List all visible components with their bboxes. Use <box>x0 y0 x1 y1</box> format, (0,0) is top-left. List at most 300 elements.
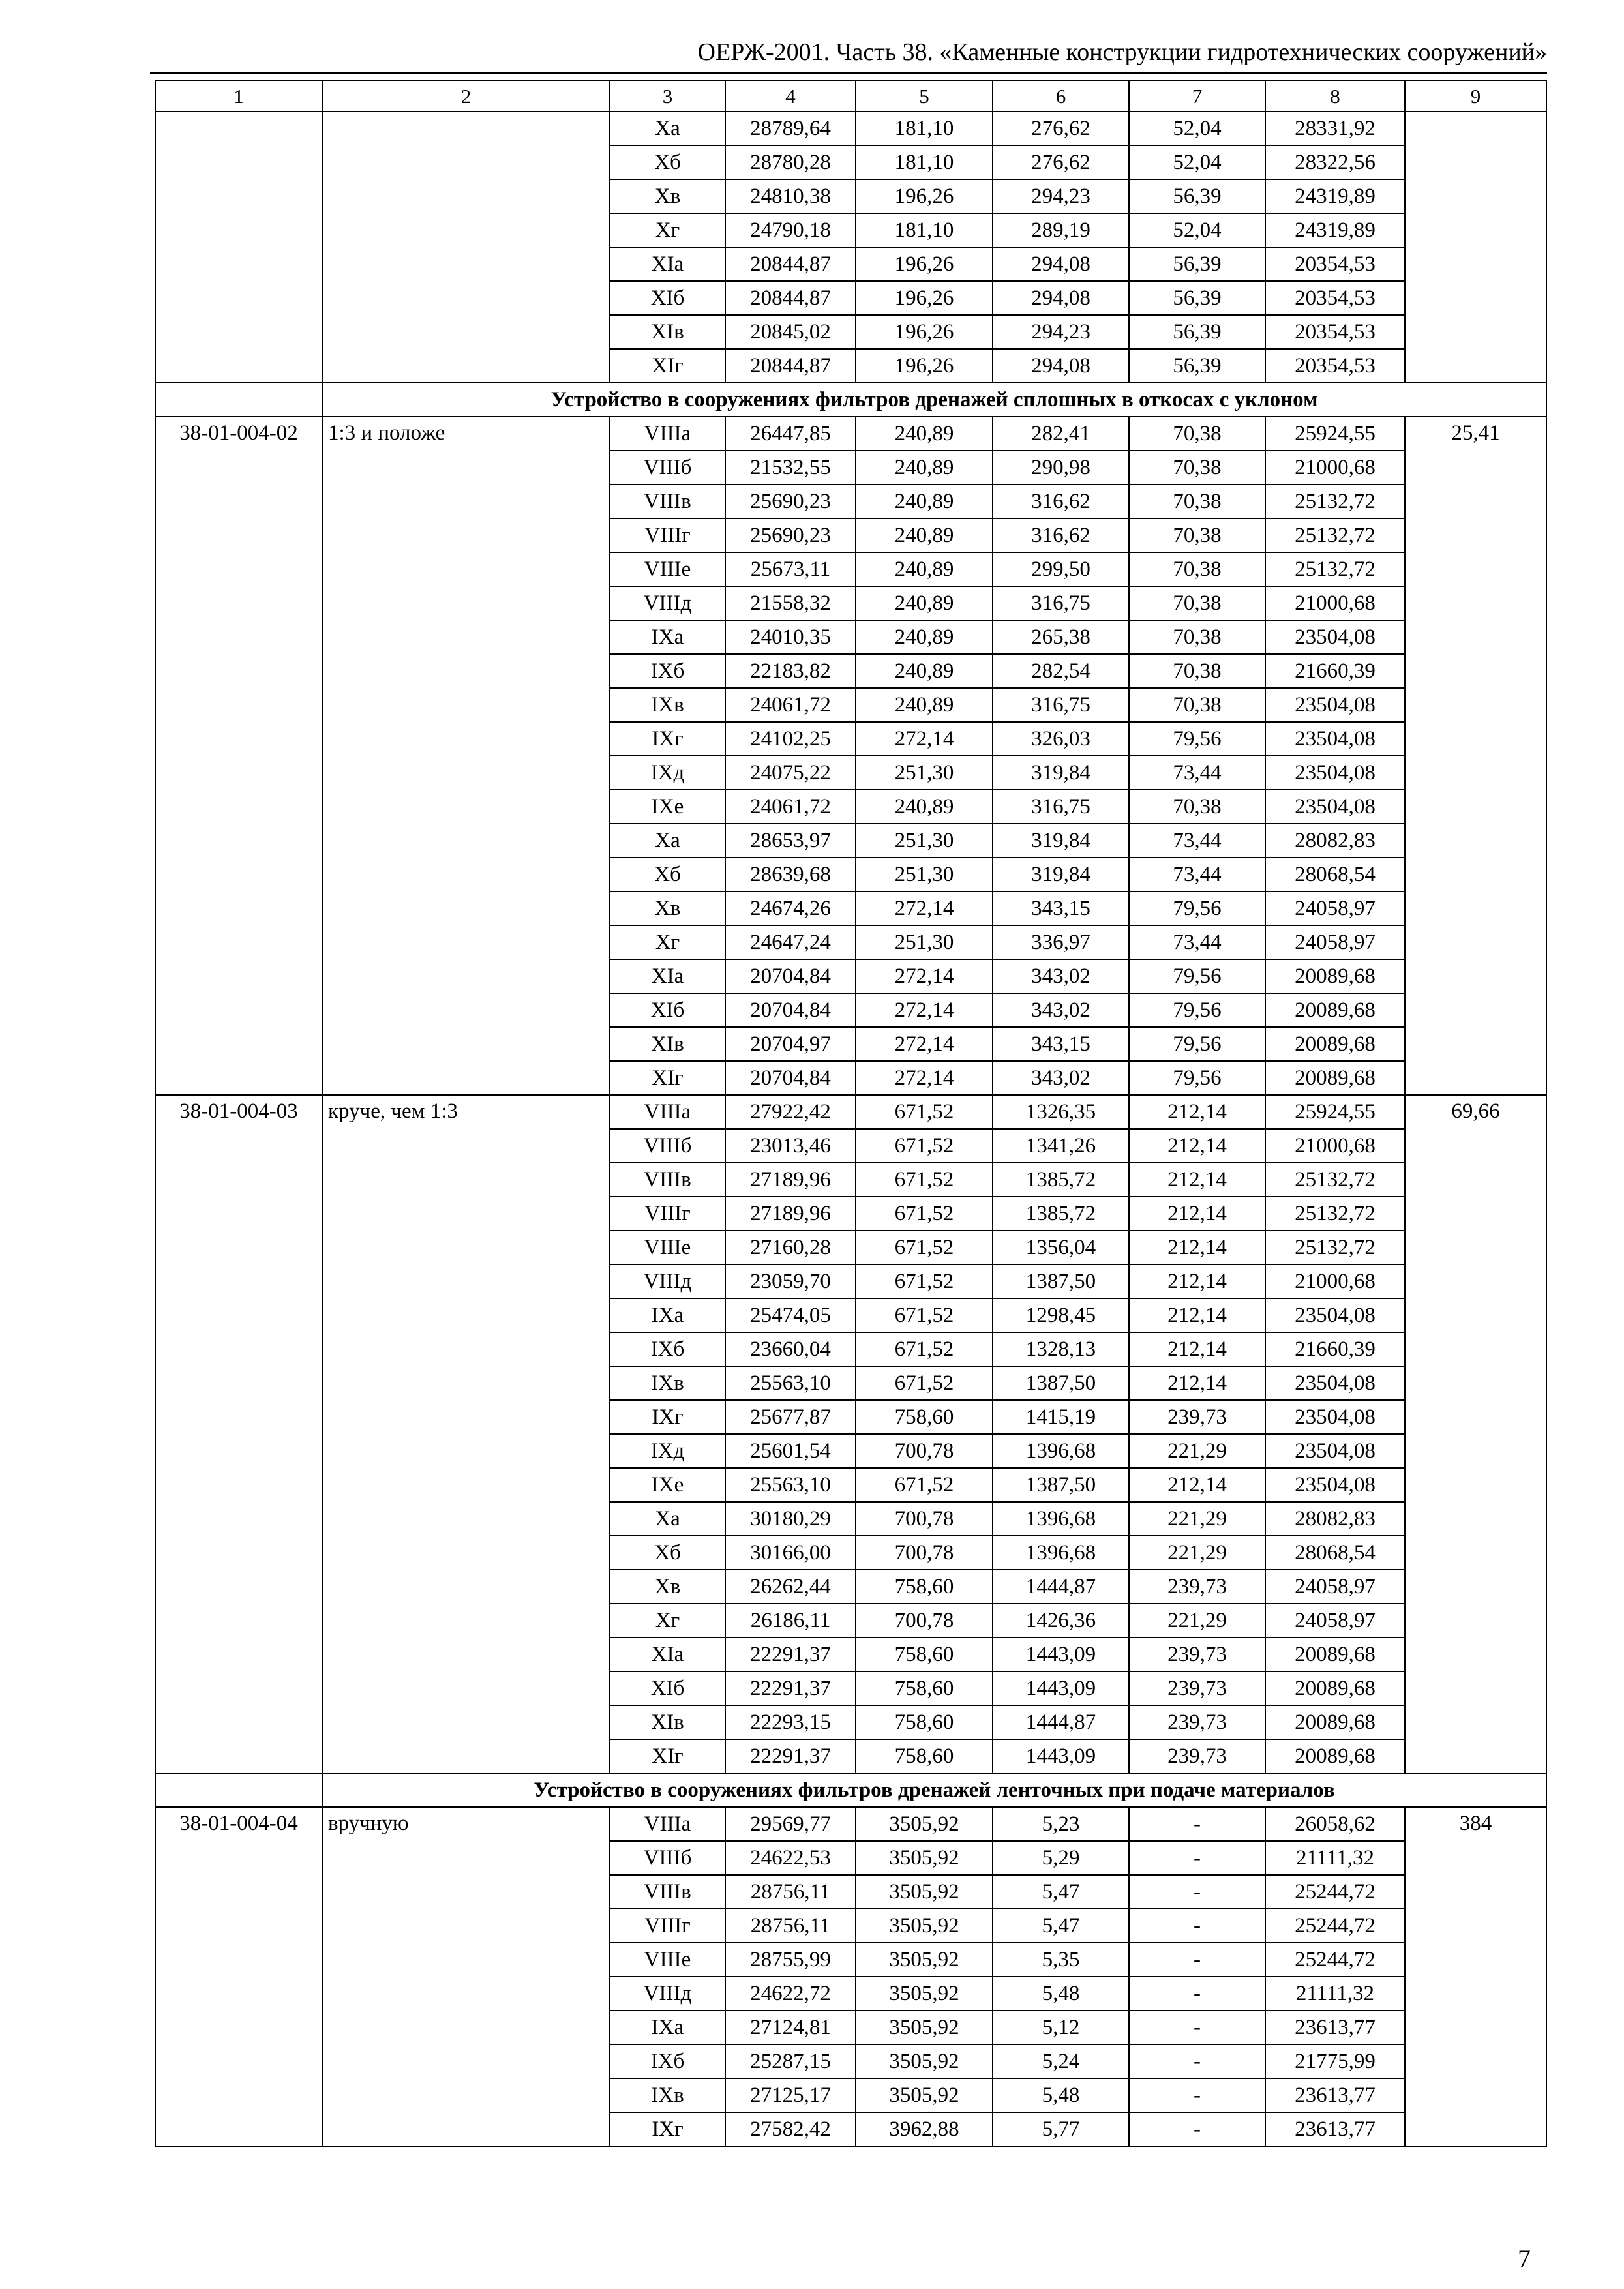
machines-cell: 294,23 <box>993 315 1129 349</box>
region-cell: IXб <box>610 654 725 688</box>
materials-cell: 23504,08 <box>1265 1366 1405 1400</box>
machinist-wages-cell: 239,73 <box>1129 1671 1265 1705</box>
region-cell: IXa <box>610 2011 725 2044</box>
wages-cell: 240,89 <box>856 451 993 485</box>
table-row <box>155 1807 1546 1841</box>
direct-cost-cell: 28780,28 <box>725 145 856 179</box>
machinist-wages-cell: 56,39 <box>1129 179 1265 213</box>
machinist-wages-cell: - <box>1129 2044 1265 2078</box>
direct-cost-cell: 20844,87 <box>725 349 856 383</box>
wages-cell: 196,26 <box>856 247 993 281</box>
region-cell: VIIIд <box>610 1264 725 1298</box>
wages-cell: 671,52 <box>856 1231 993 1264</box>
machinist-wages-cell: 73,44 <box>1129 756 1265 790</box>
machinist-wages-cell: - <box>1129 1875 1265 1909</box>
wages-cell: 196,26 <box>856 281 993 315</box>
materials-cell: 23504,08 <box>1265 1400 1405 1434</box>
machinist-wages-cell: 70,38 <box>1129 620 1265 654</box>
description-cell: вручную <box>322 1807 610 2146</box>
machines-cell: 343,02 <box>993 959 1129 993</box>
materials-cell: 21660,39 <box>1265 1332 1405 1366</box>
column-number-cell: 1 <box>155 80 322 112</box>
machinist-wages-cell: 212,14 <box>1129 1095 1265 1129</box>
region-cell: Xб <box>610 858 725 891</box>
direct-cost-cell: 27124,81 <box>725 2011 856 2044</box>
wages-cell: 251,30 <box>856 858 993 891</box>
machinist-wages-cell: 70,38 <box>1129 586 1265 620</box>
machines-cell: 1415,19 <box>993 1400 1129 1434</box>
region-cell: VIIIб <box>610 1841 725 1875</box>
direct-cost-cell: 26186,11 <box>725 1604 856 1638</box>
materials-cell: 21000,68 <box>1265 586 1405 620</box>
machinist-wages-cell: 73,44 <box>1129 824 1265 858</box>
direct-cost-cell: 28789,64 <box>725 112 856 145</box>
column-number-cell: 9 <box>1405 80 1546 112</box>
wages-cell: 240,89 <box>856 552 993 586</box>
code-cell <box>155 112 322 383</box>
machinist-wages-cell: 239,73 <box>1129 1638 1265 1671</box>
section-empty-cell <box>155 1773 322 1807</box>
machines-cell: 5,12 <box>993 2011 1129 2044</box>
direct-cost-cell: 24010,35 <box>725 620 856 654</box>
wages-cell: 671,52 <box>856 1197 993 1231</box>
machinist-wages-cell: 52,04 <box>1129 112 1265 145</box>
machines-cell: 1396,68 <box>993 1502 1129 1536</box>
wages-cell: 272,14 <box>856 1027 993 1061</box>
machinist-wages-cell: 212,14 <box>1129 1231 1265 1264</box>
wages-cell: 240,89 <box>856 485 993 518</box>
materials-cell: 25244,72 <box>1265 1875 1405 1909</box>
materials-cell: 25132,72 <box>1265 1163 1405 1197</box>
wages-cell: 240,89 <box>856 586 993 620</box>
machinist-wages-cell: 70,38 <box>1129 485 1265 518</box>
direct-cost-cell: 27189,96 <box>725 1197 856 1231</box>
region-cell: Xa <box>610 824 725 858</box>
region-cell: VIIIe <box>610 552 725 586</box>
running-header <box>150 26 1547 74</box>
wages-cell: 671,52 <box>856 1332 993 1366</box>
region-cell: XIг <box>610 1061 725 1095</box>
region-cell: VIIIд <box>610 1977 725 2011</box>
machinist-wages-cell: 212,14 <box>1129 1163 1265 1197</box>
direct-cost-cell: 22291,37 <box>725 1739 856 1773</box>
machinist-wages-cell: 70,38 <box>1129 518 1265 552</box>
machines-cell: 5,47 <box>993 1875 1129 1909</box>
region-cell: XIб <box>610 993 725 1027</box>
region-cell: XIa <box>610 1638 725 1671</box>
machines-cell: 343,15 <box>993 1027 1129 1061</box>
machines-cell: 319,84 <box>993 756 1129 790</box>
materials-cell: 25132,72 <box>1265 485 1405 518</box>
machinist-wages-cell: - <box>1129 2078 1265 2112</box>
machinist-wages-cell: 221,29 <box>1129 1604 1265 1638</box>
machines-cell: 1328,13 <box>993 1332 1129 1366</box>
machines-cell: 1443,09 <box>993 1638 1129 1671</box>
wages-cell: 671,52 <box>856 1163 993 1197</box>
wages-cell: 181,10 <box>856 213 993 247</box>
region-cell: IXд <box>610 756 725 790</box>
machines-cell: 282,41 <box>993 417 1129 451</box>
header-rule <box>150 72 1547 74</box>
machinist-wages-cell: 70,38 <box>1129 552 1265 586</box>
wages-cell: 240,89 <box>856 688 993 722</box>
wages-cell: 3505,92 <box>856 1841 993 1875</box>
materials-cell: 20089,68 <box>1265 1671 1405 1705</box>
machines-cell: 5,24 <box>993 2044 1129 2078</box>
region-cell: XIг <box>610 349 725 383</box>
machines-cell: 336,97 <box>993 925 1129 959</box>
wages-cell: 671,52 <box>856 1095 993 1129</box>
machinist-wages-cell: - <box>1129 1807 1265 1841</box>
machinist-wages-cell: 70,38 <box>1129 790 1265 824</box>
direct-cost-cell: 22293,15 <box>725 1705 856 1739</box>
materials-cell: 23504,08 <box>1265 1468 1405 1502</box>
direct-cost-cell: 26262,44 <box>725 1570 856 1604</box>
region-cell: VIIIд <box>610 586 725 620</box>
direct-cost-cell: 21532,55 <box>725 451 856 485</box>
machinist-wages-cell: 52,04 <box>1129 213 1265 247</box>
page-number: 7 <box>1518 2244 1531 2273</box>
materials-cell: 26058,62 <box>1265 1807 1405 1841</box>
region-cell: VIIIa <box>610 417 725 451</box>
direct-cost-cell: 20704,84 <box>725 993 856 1027</box>
direct-cost-cell: 25690,23 <box>725 518 856 552</box>
machines-cell: 1387,50 <box>993 1468 1129 1502</box>
machines-cell: 294,08 <box>993 281 1129 315</box>
document-title: ОЕРЖ-2001. Часть 38. «Каменные конструкции гидротехнических сооружений» <box>697 38 1547 66</box>
materials-cell: 23504,08 <box>1265 756 1405 790</box>
wages-cell: 758,60 <box>856 1705 993 1739</box>
wages-cell: 3505,92 <box>856 2011 993 2044</box>
description-cell <box>322 112 610 383</box>
wages-cell: 3505,92 <box>856 1977 993 2011</box>
region-cell: XIa <box>610 247 725 281</box>
direct-cost-cell: 20704,97 <box>725 1027 856 1061</box>
direct-cost-cell: 22183,82 <box>725 654 856 688</box>
direct-cost-cell: 24061,72 <box>725 688 856 722</box>
wages-cell: 272,14 <box>856 1061 993 1095</box>
wages-cell: 251,30 <box>856 756 993 790</box>
wages-cell: 3505,92 <box>856 1807 993 1841</box>
machinist-wages-cell: 56,39 <box>1129 315 1265 349</box>
machinist-wages-cell: 70,38 <box>1129 688 1265 722</box>
machines-cell: 289,19 <box>993 213 1129 247</box>
machines-cell: 1444,87 <box>993 1570 1129 1604</box>
machines-cell: 316,75 <box>993 688 1129 722</box>
machines-cell: 276,62 <box>993 145 1129 179</box>
materials-cell: 21660,39 <box>1265 654 1405 688</box>
region-cell: VIIIa <box>610 1095 725 1129</box>
direct-cost-cell: 24810,38 <box>725 179 856 213</box>
materials-cell: 23613,77 <box>1265 2011 1405 2044</box>
materials-cell: 23504,08 <box>1265 1434 1405 1468</box>
machines-cell: 1385,72 <box>993 1197 1129 1231</box>
direct-cost-cell: 24622,53 <box>725 1841 856 1875</box>
machines-cell: 294,23 <box>993 179 1129 213</box>
direct-cost-cell: 30180,29 <box>725 1502 856 1536</box>
machines-cell: 1426,36 <box>993 1604 1129 1638</box>
column-number-row <box>155 80 1546 112</box>
machines-cell: 343,15 <box>993 891 1129 925</box>
machines-cell: 1356,04 <box>993 1231 1129 1264</box>
region-cell: XIa <box>610 959 725 993</box>
direct-cost-cell: 25563,10 <box>725 1366 856 1400</box>
materials-cell: 25132,72 <box>1265 1231 1405 1264</box>
materials-cell: 20354,53 <box>1265 349 1405 383</box>
direct-cost-cell: 20844,87 <box>725 281 856 315</box>
machines-cell: 326,03 <box>993 722 1129 756</box>
wages-cell: 3505,92 <box>856 1943 993 1977</box>
direct-cost-cell: 25474,05 <box>725 1298 856 1332</box>
materials-cell: 20354,53 <box>1265 247 1405 281</box>
materials-cell: 23504,08 <box>1265 790 1405 824</box>
materials-cell: 28322,56 <box>1265 145 1405 179</box>
direct-cost-cell: 24102,25 <box>725 722 856 756</box>
machinist-wages-cell: 79,56 <box>1129 722 1265 756</box>
region-cell: IXa <box>610 620 725 654</box>
machines-cell: 1444,87 <box>993 1705 1129 1739</box>
materials-cell: 28082,83 <box>1265 824 1405 858</box>
wages-cell: 700,78 <box>856 1502 993 1536</box>
wages-cell: 3962,88 <box>856 2112 993 2146</box>
machinist-wages-cell: 79,56 <box>1129 891 1265 925</box>
machinist-wages-cell: 221,29 <box>1129 1434 1265 1468</box>
region-cell: XIв <box>610 315 725 349</box>
machines-cell: 343,02 <box>993 1061 1129 1095</box>
wages-cell: 240,89 <box>856 518 993 552</box>
materials-cell: 20089,68 <box>1265 1705 1405 1739</box>
wages-cell: 671,52 <box>856 1366 993 1400</box>
machines-cell: 1341,26 <box>993 1129 1129 1163</box>
region-cell: Xг <box>610 1604 725 1638</box>
materials-cell: 24058,97 <box>1265 1570 1405 1604</box>
machinist-wages-cell: 73,44 <box>1129 925 1265 959</box>
machinist-wages-cell: - <box>1129 2011 1265 2044</box>
materials-cell: 20089,68 <box>1265 1061 1405 1095</box>
region-cell: XIг <box>610 1739 725 1773</box>
direct-cost-cell: 23013,46 <box>725 1129 856 1163</box>
direct-cost-cell: 29569,77 <box>725 1807 856 1841</box>
wages-cell: 700,78 <box>856 1434 993 1468</box>
direct-cost-cell: 24674,26 <box>725 891 856 925</box>
machines-cell: 1326,35 <box>993 1095 1129 1129</box>
machines-cell: 316,75 <box>993 790 1129 824</box>
code-cell: 38-01-004-04 <box>155 1807 322 2146</box>
table-row <box>155 1095 1546 1129</box>
wages-cell: 272,14 <box>856 959 993 993</box>
materials-cell: 23504,08 <box>1265 1298 1405 1332</box>
machines-cell: 1387,50 <box>993 1264 1129 1298</box>
wages-cell: 272,14 <box>856 993 993 1027</box>
machinist-wages-cell: 239,73 <box>1129 1400 1265 1434</box>
machines-cell: 343,02 <box>993 993 1129 1027</box>
machines-cell: 5,48 <box>993 1977 1129 2011</box>
materials-cell: 20089,68 <box>1265 959 1405 993</box>
machines-cell: 294,08 <box>993 247 1129 281</box>
direct-cost-cell: 26447,85 <box>725 417 856 451</box>
machinist-wages-cell: 79,56 <box>1129 959 1265 993</box>
machines-cell: 5,35 <box>993 1943 1129 1977</box>
direct-cost-cell: 28639,68 <box>725 858 856 891</box>
materials-cell: 21000,68 <box>1265 1129 1405 1163</box>
machinist-wages-cell: 56,39 <box>1129 281 1265 315</box>
materials-cell: 24058,97 <box>1265 891 1405 925</box>
materials-cell: 23613,77 <box>1265 2112 1405 2146</box>
machines-cell: 282,54 <box>993 654 1129 688</box>
wages-cell: 3505,92 <box>856 2044 993 2078</box>
materials-cell: 24058,97 <box>1265 925 1405 959</box>
materials-cell: 23504,08 <box>1265 688 1405 722</box>
machinist-wages-cell: - <box>1129 1841 1265 1875</box>
wages-cell: 240,89 <box>856 417 993 451</box>
section-title: Устройство в сооружениях фильтров дренажей сплошных в откосах с уклоном <box>322 383 1546 417</box>
region-cell: XIв <box>610 1705 725 1739</box>
section-row <box>155 1773 1546 1807</box>
wages-cell: 251,30 <box>856 824 993 858</box>
machines-cell: 1396,68 <box>993 1434 1129 1468</box>
direct-cost-cell: 25690,23 <box>725 485 856 518</box>
direct-cost-cell: 25287,15 <box>725 2044 856 2078</box>
region-cell: IXe <box>610 790 725 824</box>
column-number-cell: 2 <box>322 80 610 112</box>
description-cell: круче, чем 1:3 <box>322 1095 610 1773</box>
region-cell: IXг <box>610 722 725 756</box>
region-cell: VIIIв <box>610 485 725 518</box>
materials-cell: 24319,89 <box>1265 213 1405 247</box>
machinist-wages-cell: 212,14 <box>1129 1332 1265 1366</box>
machines-cell: 1396,68 <box>993 1536 1129 1570</box>
materials-cell: 23504,08 <box>1265 620 1405 654</box>
wages-cell: 758,60 <box>856 1739 993 1773</box>
column-number-cell: 6 <box>993 80 1129 112</box>
wages-cell: 240,89 <box>856 654 993 688</box>
machines-cell: 1298,45 <box>993 1298 1129 1332</box>
machinist-wages-cell: 212,14 <box>1129 1264 1265 1298</box>
machines-cell: 294,08 <box>993 349 1129 383</box>
machinist-wages-cell: 70,38 <box>1129 451 1265 485</box>
table-row <box>155 112 1546 145</box>
materials-cell: 25924,55 <box>1265 417 1405 451</box>
column-number-cell: 7 <box>1129 80 1265 112</box>
direct-cost-cell: 27160,28 <box>725 1231 856 1264</box>
direct-cost-cell: 28755,99 <box>725 1943 856 1977</box>
materials-cell: 25244,72 <box>1265 1943 1405 1977</box>
materials-cell: 25132,72 <box>1265 518 1405 552</box>
machines-cell: 1385,72 <box>993 1163 1129 1197</box>
machines-cell: 265,38 <box>993 620 1129 654</box>
wages-cell: 671,52 <box>856 1129 993 1163</box>
wages-cell: 671,52 <box>856 1468 993 1502</box>
section-title: Устройство в сооружениях фильтров дренажей ленточных при подаче материалов <box>322 1773 1546 1807</box>
machinist-wages-cell: 212,14 <box>1129 1366 1265 1400</box>
direct-cost-cell: 30166,00 <box>725 1536 856 1570</box>
wages-cell: 196,26 <box>856 349 993 383</box>
wages-cell: 700,78 <box>856 1536 993 1570</box>
direct-cost-cell: 27582,42 <box>725 2112 856 2146</box>
machinist-wages-cell: 239,73 <box>1129 1705 1265 1739</box>
materials-cell: 21000,68 <box>1265 451 1405 485</box>
region-cell: IXд <box>610 1434 725 1468</box>
unit-cell: 69,66 <box>1405 1095 1546 1773</box>
wages-cell: 758,60 <box>856 1570 993 1604</box>
wages-cell: 3505,92 <box>856 1875 993 1909</box>
direct-cost-cell: 23059,70 <box>725 1264 856 1298</box>
direct-cost-cell: 28756,11 <box>725 1909 856 1943</box>
region-cell: VIIIв <box>610 1875 725 1909</box>
machinist-wages-cell: - <box>1129 1909 1265 1943</box>
materials-cell: 21000,68 <box>1265 1264 1405 1298</box>
materials-cell: 28068,54 <box>1265 858 1405 891</box>
direct-cost-cell: 21558,32 <box>725 586 856 620</box>
materials-cell: 24319,89 <box>1265 179 1405 213</box>
region-cell: Xв <box>610 1570 725 1604</box>
description-cell: 1:3 и положе <box>322 417 610 1095</box>
direct-cost-cell: 20704,84 <box>725 959 856 993</box>
machinist-wages-cell: - <box>1129 1943 1265 1977</box>
direct-cost-cell: 20704,84 <box>725 1061 856 1095</box>
region-cell: IXг <box>610 1400 725 1434</box>
materials-cell: 25924,55 <box>1265 1095 1405 1129</box>
machines-cell: 1443,09 <box>993 1739 1129 1773</box>
direct-cost-cell: 24075,22 <box>725 756 856 790</box>
materials-cell: 21111,32 <box>1265 1977 1405 2011</box>
column-number-cell: 5 <box>856 80 993 112</box>
machines-cell: 319,84 <box>993 824 1129 858</box>
direct-cost-cell: 27922,42 <box>725 1095 856 1129</box>
region-cell: IXб <box>610 2044 725 2078</box>
wages-cell: 758,60 <box>856 1638 993 1671</box>
machines-cell: 5,23 <box>993 1807 1129 1841</box>
direct-cost-cell: 25673,11 <box>725 552 856 586</box>
direct-cost-cell: 27125,17 <box>725 2078 856 2112</box>
region-cell: VIIIб <box>610 1129 725 1163</box>
direct-cost-cell: 25563,10 <box>725 1468 856 1502</box>
direct-cost-cell: 24647,24 <box>725 925 856 959</box>
wages-cell: 3505,92 <box>856 2078 993 2112</box>
machinist-wages-cell: 239,73 <box>1129 1570 1265 1604</box>
wages-cell: 196,26 <box>856 179 993 213</box>
wages-cell: 758,60 <box>856 1400 993 1434</box>
materials-cell: 23613,77 <box>1265 2078 1405 2112</box>
region-cell: VIIIв <box>610 1163 725 1197</box>
machinist-wages-cell: - <box>1129 2112 1265 2146</box>
machinist-wages-cell: 212,14 <box>1129 1298 1265 1332</box>
materials-cell: 21775,99 <box>1265 2044 1405 2078</box>
materials-cell: 20089,68 <box>1265 1638 1405 1671</box>
materials-cell: 24058,97 <box>1265 1604 1405 1638</box>
region-cell: Xг <box>610 213 725 247</box>
direct-cost-cell: 24061,72 <box>725 790 856 824</box>
materials-cell: 20354,53 <box>1265 281 1405 315</box>
region-cell: Xг <box>610 925 725 959</box>
region-cell: IXв <box>610 688 725 722</box>
price-table <box>155 80 1547 2147</box>
machinist-wages-cell: 79,56 <box>1129 1061 1265 1095</box>
machinist-wages-cell: 79,56 <box>1129 1027 1265 1061</box>
machines-cell: 5,48 <box>993 2078 1129 2112</box>
region-cell: VIIIг <box>610 1909 725 1943</box>
unit-cell: 25,41 <box>1405 417 1546 1095</box>
materials-cell: 23504,08 <box>1265 722 1405 756</box>
materials-cell: 20089,68 <box>1265 1027 1405 1061</box>
machinist-wages-cell: 70,38 <box>1129 417 1265 451</box>
direct-cost-cell: 20845,02 <box>725 315 856 349</box>
machines-cell: 316,75 <box>993 586 1129 620</box>
direct-cost-cell: 24622,72 <box>725 1977 856 2011</box>
table-body <box>155 80 1546 2146</box>
wages-cell: 240,89 <box>856 620 993 654</box>
materials-cell: 25244,72 <box>1265 1909 1405 1943</box>
